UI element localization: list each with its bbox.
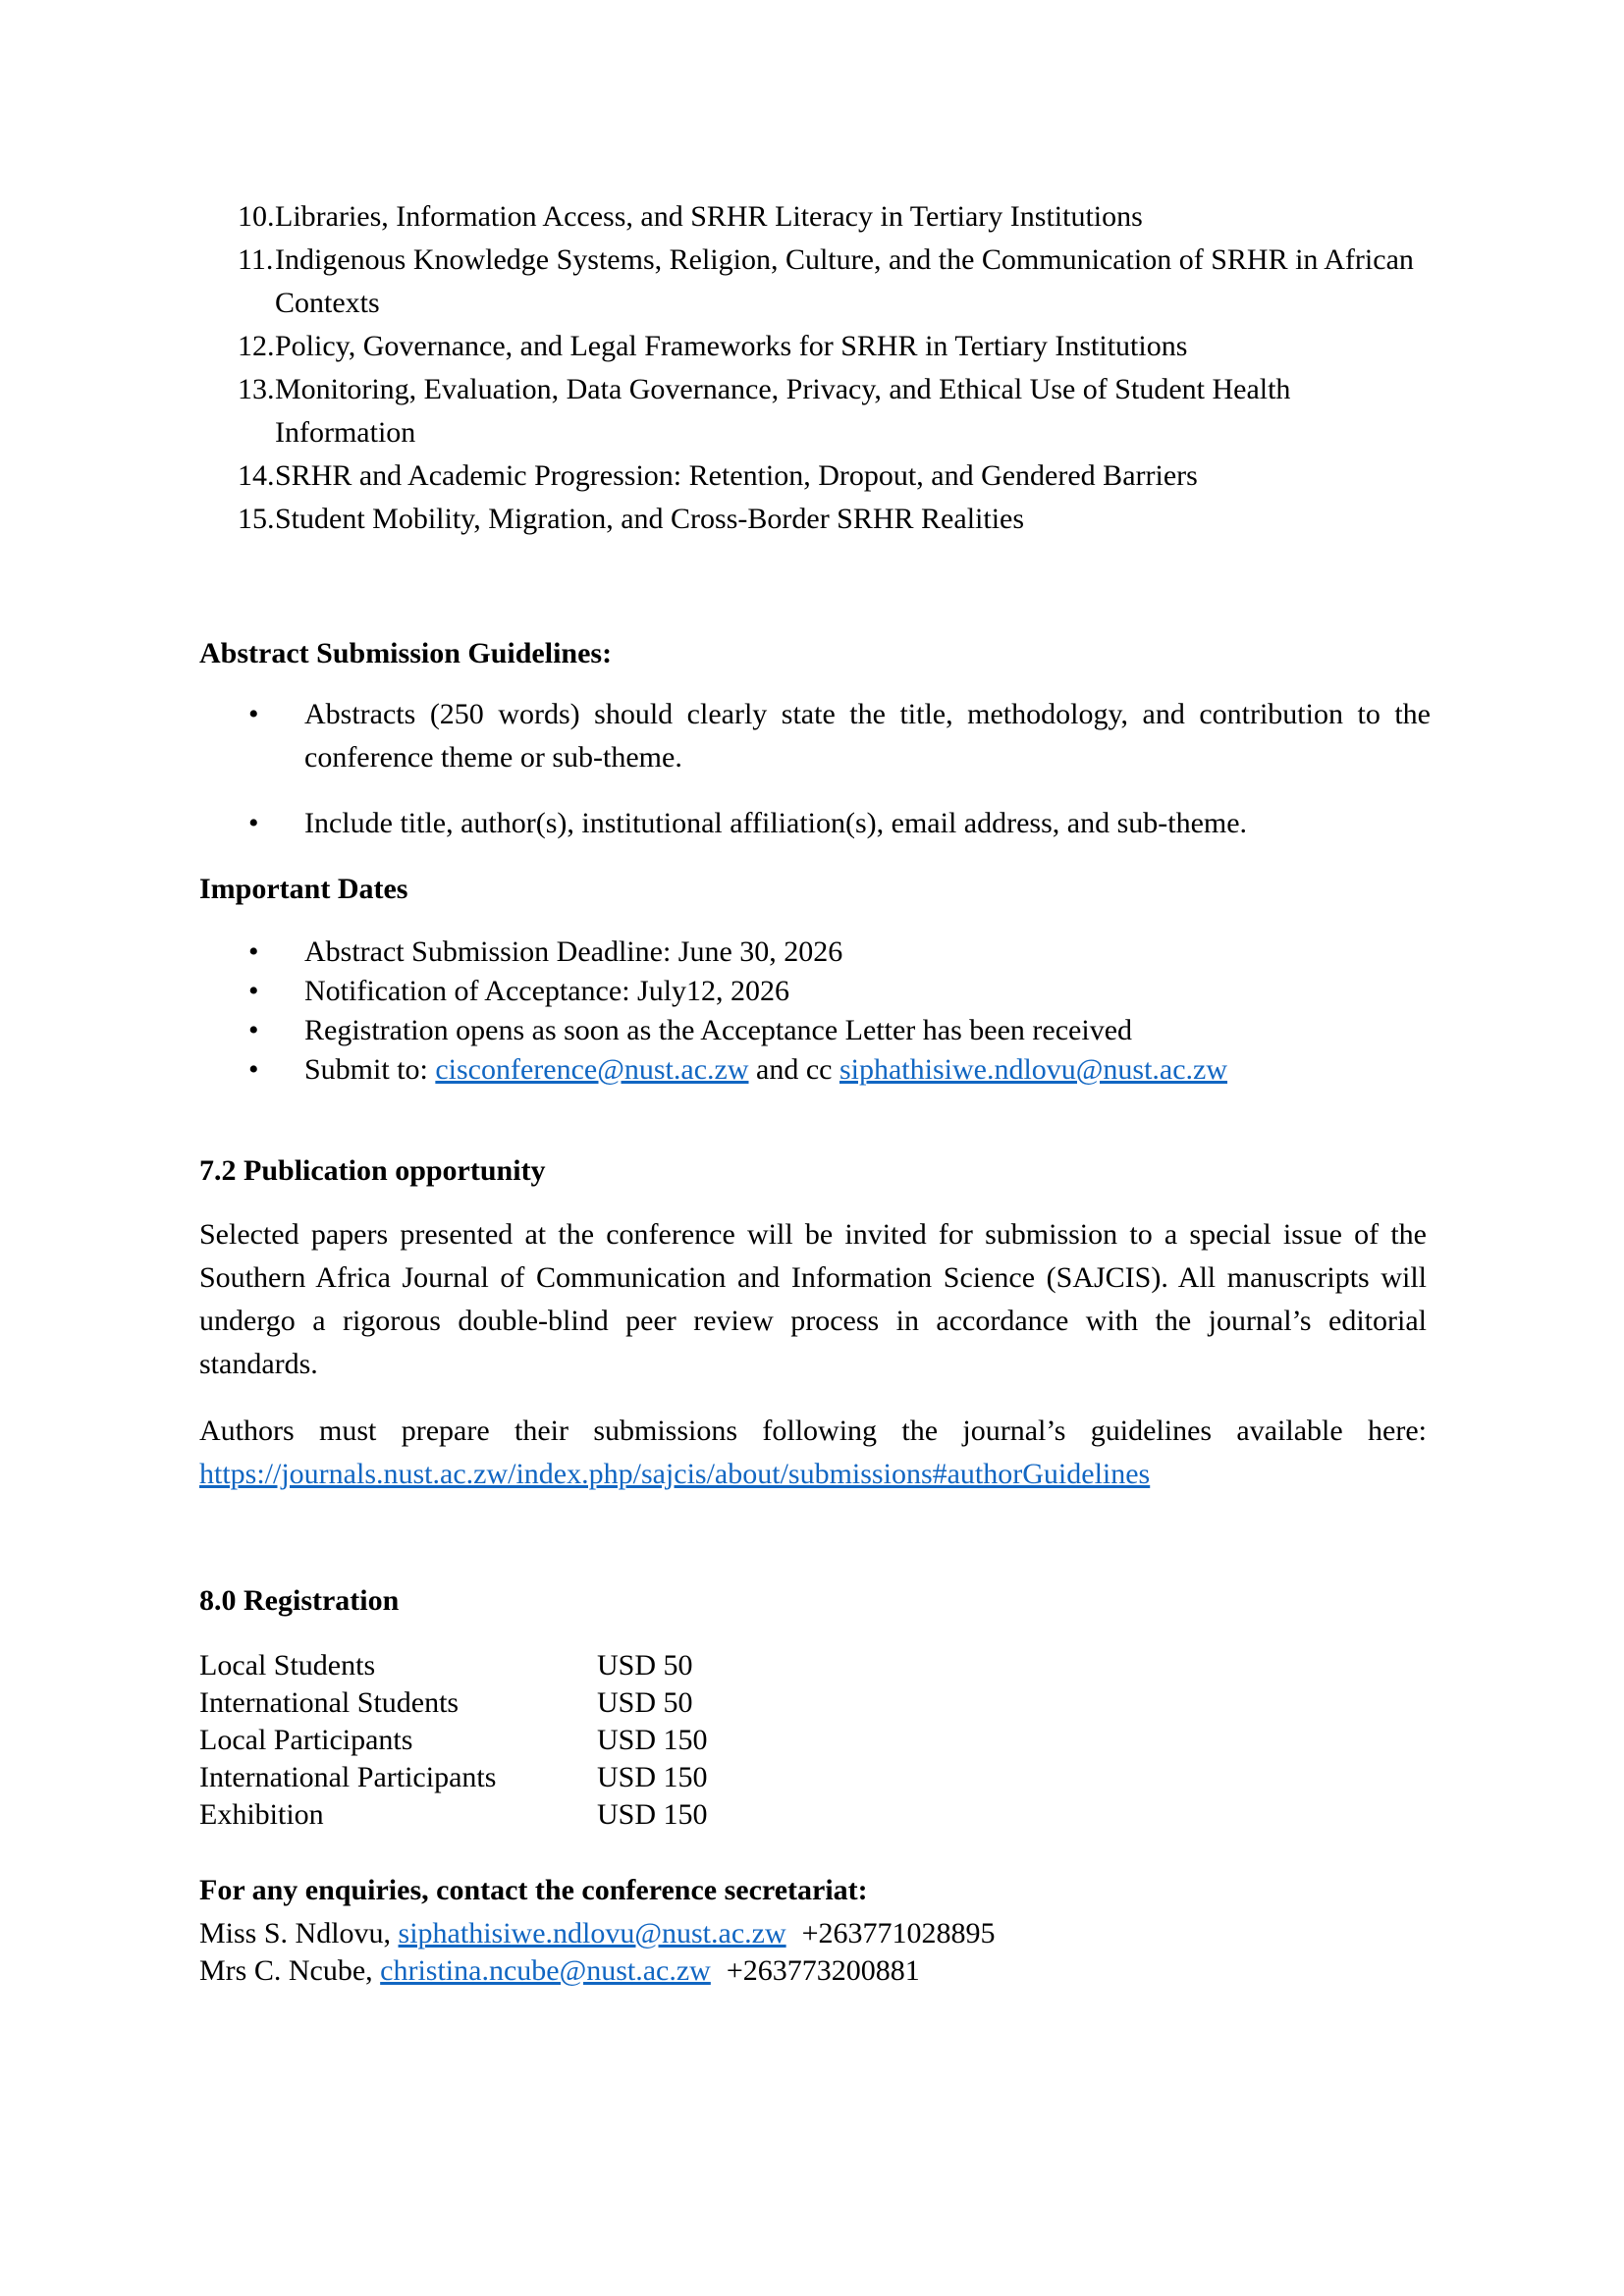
registration-fee: USD 150 — [597, 1798, 708, 1831]
list-item-text: Monitoring, Evaluation, Data Governance, Privacy, and Ethical Use of Student Health Information — [275, 373, 1291, 449]
email-link-christina[interactable]: christina.ncube@nust.ac.zw — [380, 1954, 711, 1987]
registration-category: International Participants — [199, 1761, 497, 1793]
contact-phone: +263773200881 — [726, 1954, 920, 1987]
enquiries-section — [199, 1869, 1427, 1990]
bullet-list-item — [248, 1050, 1431, 1090]
author-guidelines-text: Authors must prepare their submissions following the journal’s guidelines available here: — [199, 1415, 1427, 1447]
list-item-number: 15. — [238, 503, 275, 535]
bullet-icon: • — [248, 975, 259, 1007]
registration-row — [199, 1647, 1427, 1684]
important-dates-bullet-list — [248, 933, 1431, 1090]
registration-fee: USD 50 — [597, 1686, 693, 1719]
bullet-item-text: Notification of Acceptance: July12, 2026 — [304, 975, 790, 1007]
contact-phone: +263771028895 — [801, 1917, 996, 1949]
numbered-list-item — [238, 498, 1432, 541]
submit-to-middle: and cc — [748, 1053, 839, 1086]
bullet-icon: • — [248, 935, 259, 968]
list-item-text: Policy, Governance, and Legal Frameworks for SRHR in Tertiary Institutions — [275, 330, 1188, 362]
section-heading-registration: 8.0 Registration — [199, 1584, 400, 1617]
registration-category: International Students — [199, 1686, 460, 1719]
registration-row — [199, 1722, 1427, 1759]
list-item-number: 13. — [238, 373, 275, 405]
registration-category: Local Students — [199, 1649, 376, 1682]
list-item-text: SRHR and Academic Progression: Retention, Dropout, and Gendered Barriers — [275, 459, 1198, 492]
numbered-list-item — [238, 454, 1432, 498]
list-item-text: Student Mobility, Migration, and Cross-Border SRHR Realities — [275, 503, 1025, 535]
bullet-list-item — [248, 1011, 1431, 1050]
registration-category: Exhibition — [199, 1798, 324, 1831]
registration-fee-table — [199, 1647, 1427, 1834]
bullet-icon: • — [248, 698, 259, 730]
email-link-cisconference[interactable]: cisconference@nust.ac.zw — [435, 1053, 749, 1086]
numbered-list-item — [238, 239, 1432, 325]
author-guidelines-link[interactable]: https://journals.nust.ac.zw/index.php/sajcis/about/submissions#authorGuidelines — [199, 1458, 1151, 1490]
bullet-list-item — [248, 693, 1431, 779]
list-item-number: 10. — [238, 200, 275, 233]
contact-line — [199, 1915, 1427, 1952]
registration-fee: USD 150 — [597, 1761, 708, 1793]
bullet-item-text: Abstracts (250 words) should clearly state the title, methodology, and contribution to the conference theme or sub-theme. — [304, 698, 1431, 774]
bullet-icon: • — [248, 1014, 259, 1046]
bullet-item-text: Registration opens as soon as the Acceptance Letter has been received — [304, 1014, 1133, 1046]
sub-themes-list — [238, 195, 1432, 541]
publication-paragraph: Selected papers presented at the conference will be invited for submission to a special issue of the Southern Africa Journal of Communication and Information Science (SAJCIS). All manuscripts will undergo a rigorous double-blind peer review process in accordance with the journal’s editorial standards. — [199, 1218, 1427, 1380]
numbered-list-item — [238, 368, 1432, 454]
contact-name: Mrs C. Ncube, — [199, 1954, 381, 1987]
bullet-list-item — [248, 933, 1431, 972]
list-item-text: Libraries, Information Access, and SRHR Literacy in Tertiary Institutions — [275, 200, 1143, 233]
registration-row — [199, 1796, 1427, 1834]
list-item-text: Indigenous Knowledge Systems, Religion, Culture, and the Communication of SRHR in African Contexts — [275, 243, 1414, 319]
registration-row — [199, 1684, 1427, 1722]
section-heading-publication-opportunity: 7.2 Publication opportunity — [199, 1154, 546, 1187]
section-heading-important-dates: Important Dates — [199, 873, 408, 905]
email-link-siphathisiwe-cc[interactable]: siphathisiwe.ndlovu@nust.ac.zw — [839, 1053, 1228, 1086]
author-guidelines-paragraph — [199, 1410, 1427, 1496]
bullet-list-item — [248, 802, 1431, 845]
abstract-guidelines-bullet-list — [248, 693, 1431, 845]
registration-row — [199, 1759, 1427, 1796]
enquiries-heading: For any enquiries, contact the conference secretariat: — [199, 1874, 868, 1906]
list-item-number: 12. — [238, 330, 275, 362]
numbered-list-item — [238, 325, 1432, 368]
list-item-number: 14. — [238, 459, 275, 492]
section-heading-abstract-guidelines: Abstract Submission Guidelines: — [199, 637, 613, 669]
bullet-list-item — [248, 972, 1431, 1011]
contact-name: Miss S. Ndlovu, — [199, 1917, 399, 1949]
registration-fee: USD 150 — [597, 1724, 708, 1756]
submit-to-prefix: Submit to: — [304, 1053, 436, 1086]
registration-fee: USD 50 — [597, 1649, 693, 1682]
submit-to-line — [304, 1050, 1431, 1090]
list-item-number: 11. — [238, 243, 274, 276]
bullet-icon: • — [248, 1053, 259, 1086]
email-link-siphathisiwe[interactable]: siphathisiwe.ndlovu@nust.ac.zw — [398, 1917, 786, 1949]
bullet-icon: • — [248, 807, 259, 839]
numbered-list-item — [238, 195, 1432, 239]
bullet-item-text: Include title, author(s), institutional affiliation(s), email address, and sub-theme. — [304, 807, 1248, 839]
contact-line — [199, 1952, 1427, 1990]
bullet-item-text: Abstract Submission Deadline: June 30, 2026 — [304, 935, 843, 968]
registration-category: Local Participants — [199, 1724, 413, 1756]
